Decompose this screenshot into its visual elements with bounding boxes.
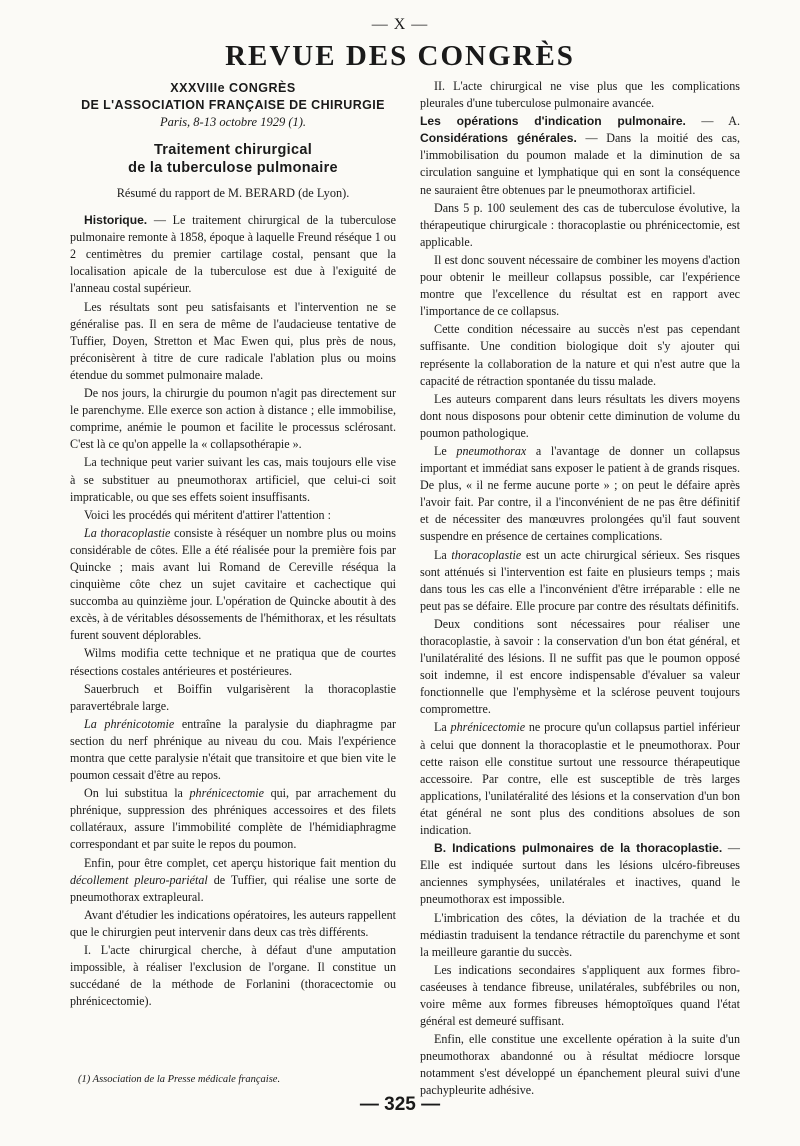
paragraph-decollement: Enfin, pour être complet, cet aperçu historique fait mention du décollement pleuro-pariétal de Tuffier, qui réalise une sorte de pneumothorax extrapleural.: [70, 855, 396, 904]
paragraph: Les auteurs comparent dans leurs résultats les divers moyens dont nous disposons pour obtenir cette diminution de volume du poumon pathologique.: [420, 391, 740, 440]
paragraph-phrenicectomie: On lui substitua la phrénicectomie qui, par arrachement du phrénique, suppression des phréniques accessoires et des filets collatéraux, assure l'immobilité complète de l'hémidiaphragme correspondant et par suite le repos du poumon.: [70, 786, 396, 852]
article-title-line1: Traitement chirurgical: [153, 142, 313, 158]
section-indications-thoracoplastie: B. Indications pulmonaires de la thoracoplastie. — Elle est indiquée surtout dans les lésions ulcéro-fibreuses anciennes symphysées, unilatérales et inactives, quand le pneumothorax est impossible.: [420, 841, 740, 907]
paragraph: I. L'acte chirurgical cherche, à défaut d'une amputation impossible, à réaliser l'exclusion de l'organe. Il constitue un succédané de la méthode de Forlanini (thoracectomie ou phrénicectomie).: [70, 943, 396, 1009]
right-column: [420, 78, 740, 1101]
paragraph: Enfin, elle constitue une excellente opération à la suite d'un pneumothorax abandonné ou à résultat médiocre lorsque notamment s'est développé un épanchement pleural suivi d'une pachypleurite adhésive.: [420, 1032, 740, 1098]
paragraph: La technique peut varier suivant les cas, mais toujours elle vise à se substituer au pneumothorax artificiel, que celui-ci soit impraticable, ou que ses effets soient insuffisants.: [70, 455, 396, 504]
roman-page-marker: — X —: [371, 16, 429, 33]
paragraph-thoracoplastie: La thoracoplastie consiste à réséquer un nombre plus ou moins considérable de côtes. Elle a été réalisée pour la première fois par Quincke ; mais avant lui Romand de Cereville réséqua la cinquième côte chez un sujet cavitaire et cachectique qui succomba au quinzième jour. L'opération de Quincke aboutit à des excès, à de véritables désossements de l'hémithorax, et les résultats furent souvent déplorables.: [70, 525, 396, 643]
left-column: [70, 80, 396, 1011]
paragraph: Voici les procédés qui méritent d'attirer l'attention :: [84, 507, 331, 522]
paragraph: Deux conditions sont nécessaires pour réaliser une thoracoplastie, à savoir : la conservation d'un bon état général, et l'unilatéralité des lésions. Il ne suffit pas que le poumon opposé soit indemne, il est encore indispensable d'évaluer sa valeur fonctionnelle que l'emphysème et la sclérose peuvent toujours compromettre.: [420, 616, 740, 717]
section-heading-historique: Historique.: [84, 213, 148, 228]
report-summary-line: Résumé du rapport de M. BERARD (de Lyon).: [116, 186, 350, 200]
section-heading-indications: B. Indications pulmonaires de la thoracoplastie.: [434, 841, 723, 856]
paragraph: Avant d'étudier les indications opératoires, les auteurs rappellent que le chirurgien peut intervenir dans deux cas très différents.: [70, 907, 396, 939]
association-name: DE L'ASSOCIATION FRANÇAISE DE CHIRURGIE: [81, 98, 385, 112]
paragraph: II. L'acte chirurgical ne vise plus que les complications pleurales d'une tuberculose pulmonaire avancée.: [420, 79, 740, 111]
section-operations: Les opérations d'indication pulmonaire. — A. Considérations générales. — Dans la moitié des cas, l'immobilisation du poumon malade et la diminution de sa circulation sanguine et lymphatique qui en sont la conséquence ne sauraient être obtenues par le pneumothorax artificiel.: [420, 114, 740, 197]
paragraph: Cette condition nécessaire au succès n'est pas cependant suffisante. Une condition biologique doit s'y ajouter qui représente la collaboration de la nature et qui n'est autre que la capacité de rétraction spontanée du tissu malade.: [420, 322, 740, 388]
paragraph-thoracoplastie: La thoracoplastie est un acte chirurgical sérieux. Ses risques sont atténués si l'intervention est faite en plusieurs temps ; mais dans tous les cas elle a l'inconvénient d'être irréparable : elle ne peut pas se défaire. Elle procure par contre des résultats définitifs.: [420, 547, 740, 613]
article-title-line2: de la tuberculose pulmonaire: [128, 160, 338, 176]
paragraph-historique: Historique. — Le traitement chirurgical de la tuberculose pulmonaire remonte à 1858, époque à laquelle Freund réséque 1 ou 2 centimètres du premier cartilage costal, pensant que la localisation apicale de la tuberculose est due à l'exiguité de l'anneau costal supérieur.: [70, 213, 396, 296]
paragraph: De nos jours, la chirurgie du poumon n'agit pas directement sur le parenchyme. Elle exerce son action à distance ; elle immobilise, comprime, anémie le poumon et facilite le processus sclérosant. C'est là ce qu'on appelle la « collapsothérapie ».: [70, 386, 396, 452]
paragraph-pneumothorax: Le pneumothorax a l'avantage de donner un collapsus important et immédiat sans exposer le patient à de grands risques. De plus, « il ne ferme aucune porte » ; on peut le défaire après l'avoir fait. Par contre, il a l'inconvénient de ne pas être définitif et de nécessiter des manœuvres prolongées qu'il faut souvent suspendre en présence de certaines complications.: [420, 443, 741, 544]
paragraph-phrenicectomie: La phrénicectomie ne procure qu'un collapsus partiel inférieur à celui que donnent la thoracoplastie et le pneumothorax. Pour cette raison elle constitue surtout une ressource thérapeutique accessoire. Par contre, elle est susceptible de très larges applications, l'unilatéralité des lésions et la conservation d'un bon état général ne sont plus des conditions absolues de son indication.: [420, 720, 741, 838]
paragraph: L'imbrication des côtes, la déviation de la trachée et du médiastin traduisent la tendance rétractile du parenchyme et sont la meilleure garantie du succès.: [420, 910, 740, 959]
paragraph: Il est donc souvent nécessaire de combiner les moyens d'action pour obtenir le meilleur collapsus possible, car l'expérience montre que l'excellence du résultat est en rapport avec l'importance de ce collapsus.: [420, 252, 740, 319]
section-heading-operations: Les opérations d'indication pulmonaire.: [420, 114, 686, 129]
paragraph: Wilms modifia cette technique et ne pratiqua que de courtes résections costales antérieures et postérieures.: [70, 646, 396, 678]
page-title: REVUE DES CONGRÈS: [225, 40, 575, 72]
paragraph: Sauerbruch et Boiffin vulgarisèrent la thoracoplastie paravertébrale large.: [70, 681, 396, 713]
paragraph: Les indications secondaires s'appliquent aux formes fibro-caséeuses à tendance fibreuse, unilatérales, subfébriles ou non, voire même aux formes fibreuses hémoptoïques quand l'état général est demeuré suffisant.: [420, 962, 740, 1029]
paragraph: Les résultats sont peu satisfaisants et l'intervention ne se généralise pas. Il en sera de même de l'audacieuse tentative de Tuffier, Doyen, Stretton et Mac Ewen qui, plus près de nous, préconisèrent à titre de cure radicale l'ablation plus ou moins étendue du sommet pulmonaire malade.: [70, 299, 396, 382]
congress-number: XXXVIIIe CONGRÈS: [170, 81, 296, 95]
paragraph-phrenicotomie: La phrénicotomie entraîne la paralysie du diaphragme par section du nerf phrénique au niveau du cou. Mais l'expérience montra que cette paralysie n'était que transitoire et que bien vite le poumon cessait d'être au repos.: [70, 716, 396, 783]
subsection-heading-considerations: Considérations générales.: [420, 131, 577, 146]
page-number: — 325 —: [359, 1094, 441, 1115]
footnote: (1) Association de la Presse médicale française.: [78, 1074, 281, 1085]
congress-dates: Paris, 8-13 octobre 1929 (1).: [159, 115, 307, 129]
paragraph: Dans 5 p. 100 seulement des cas de tuberculose évolutive, la thérapeutique chirurgicale : thoracoplastie ou phrénicectomie, est applicable.: [420, 200, 740, 249]
